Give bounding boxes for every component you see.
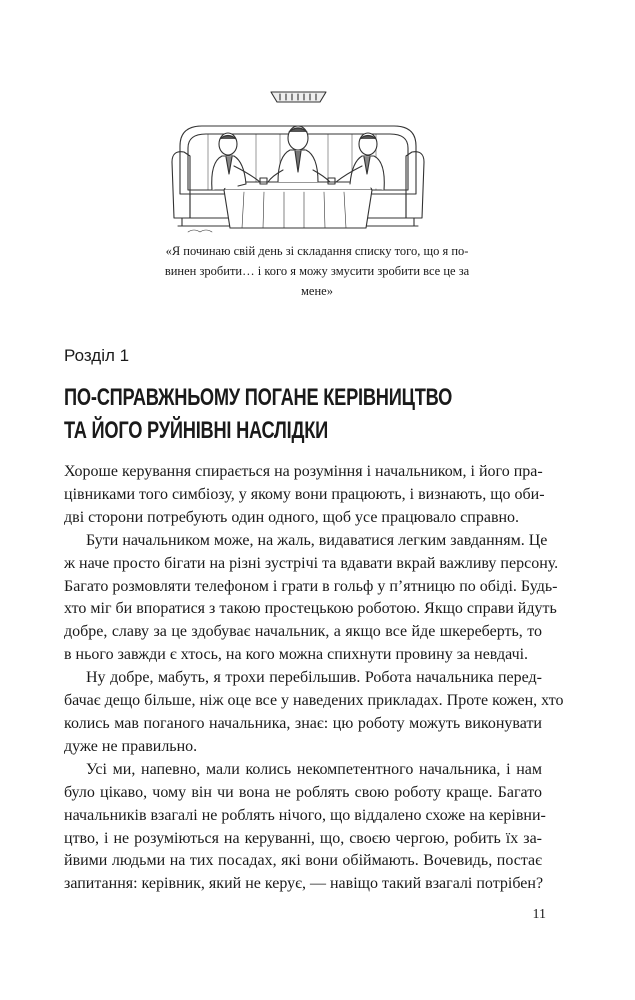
text-line: цівниками того симбіозу, у якому вони працюють, і визнають, що оби- [64,485,545,503]
text-line: колись мав поганого начальника, знає: цю роботу можуть виконувати [64,714,542,732]
text-line: Ну добре, мабуть, я трохи перебільшив. Робота начальника перед- [86,669,542,687]
text-line: бачає дещо більше, ніж оце все у наведених прикладах. Проте кожен, хто [64,692,564,710]
illustration-caption [112,241,522,301]
chapter-label: Розділ 1 [64,346,130,365]
text-line: цтво, і не розуміються на керуванні, що, своєю чергою, робить їх за- [64,829,542,847]
text-line: Бути начальником може, на жаль, видаватися легким завданням. Це [86,531,548,549]
text-line: в нього завжди є хтось, на кого можна спихнути провину за невдачі. [64,646,529,664]
paragraph [64,461,545,530]
body-text [64,461,564,896]
paragraph [64,667,564,759]
text-line: дві сторони потребують один одного, щоб усе працювало справно. [64,508,520,526]
text-line: хто міг би впоратися з такою простецькою роботою. Якщо справи йдуть [64,600,557,618]
caption-line: винен зробити… і кого я можу змусити зробити все це за [164,264,470,278]
chapter-title [64,381,453,447]
text-line: йвими людьми на тих посадах, які вони обіймають. Вочевидь, постає [64,852,542,870]
text-line: Усі ми, напевно, мали колись некомпетентного начальника, і нам [86,760,542,778]
caption-line: мене» [301,284,333,298]
chapter-title-line: ТА ЙОГО РУЙНІВНІ НАСЛІДКИ [64,417,329,444]
paragraph [64,759,546,896]
text-line: було цікаво, чому він чи вона не роблять свою роботу краще. Багато [64,783,542,801]
text-line: ж наче просто бігати на різні зустрічі та вдавати вкрай важливу персону. [64,554,559,572]
caption-line: «Я починаю свій день зі складання списку того, що я по- [165,244,469,258]
text-line: дуже не правильно. [64,737,198,755]
text-line: Багато розмовляти телефоном і грати в гольф у п’ятницю по обіді. Будь- [64,577,558,595]
page-number: 11 [532,907,546,922]
text-line: запитання: керівник, який не керує, — навіщо такий взагалі потрібен? [64,875,544,893]
paragraph [64,530,559,667]
text-line: Хороше керування спирається на розуміння і начальником, і його пра- [64,463,543,480]
text-line: начальників взагалі не роблять нічого, що віддалено схоже на керівни- [64,806,546,824]
cartoon-illustration [168,86,428,234]
chapter-title-line: ПО-СПРАВЖНЬОМУ ПОГАНЕ КЕРІВНИЦТВО [64,384,453,411]
text-line: добре, славу за це здобуває начальник, а якщо все йде шкереберть, то [64,623,542,641]
